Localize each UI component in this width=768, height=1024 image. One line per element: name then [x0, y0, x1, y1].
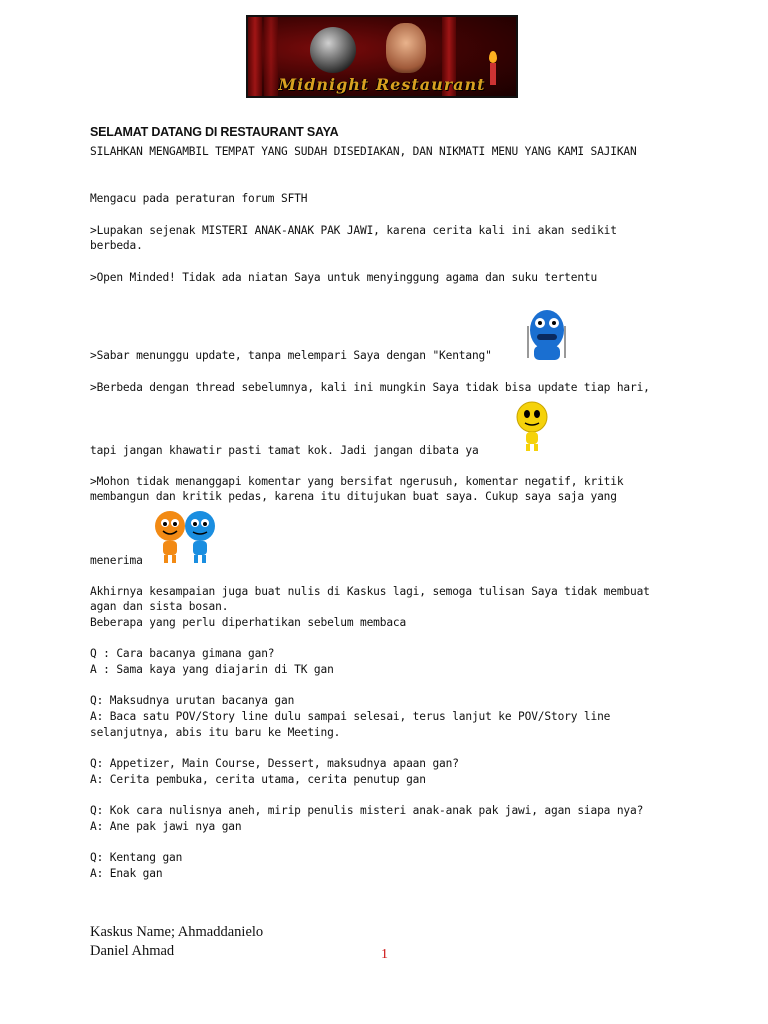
- text-line: tapi jangan khawatir pasti tamat kok. Jadi jangan dibata ya: [90, 444, 479, 457]
- text-line: Akhirnya kesampaian juga buat nulis di Kaskus lagi, semoga tulisan Saya tidak membuat: [90, 585, 650, 598]
- faq-question: Q: Kok cara nulisnya aneh, mirip penulis misteri anak-anak pak jawi, agan siapa nya?: [90, 804, 644, 817]
- faq-answer: selanjutnya, abis itu baru ke Meeting.: [90, 726, 341, 739]
- faq-answer: A : Sama kaya yang diajarin di TK gan: [90, 663, 334, 676]
- text-line: Beberapa yang perlu diperhatikan sebelum membaca: [90, 616, 407, 629]
- blue-monster-fork-emoticon: [524, 306, 570, 362]
- text-line: >Sabar menunggu update, tanpa melempari Saya dengan "Kentang": [90, 349, 492, 362]
- text-line: berbeda.: [90, 239, 143, 252]
- orange-blue-pair-emoticon: [150, 508, 220, 564]
- page-number: 1: [381, 947, 388, 962]
- faq-question: Q: Maksudnya urutan bacanya gan: [90, 694, 295, 707]
- faq-question: Q: Appetizer, Main Course, Dessert, maksudnya apaan gan?: [90, 757, 459, 770]
- kaskus-name: Kaskus Name; Ahmaddanielo: [90, 924, 264, 940]
- faq-answer: A: Baca satu POV/Story line dulu sampai selesai, terus lanjut ke POV/Story line: [90, 710, 611, 723]
- banner-title: Midnight Restaurant: [278, 75, 486, 94]
- author-name: Daniel Ahmad: [90, 943, 175, 959]
- faq-question: Q : Cara bacanya gimana gan?: [90, 647, 275, 660]
- faq-answer: A: Cerita pembuka, cerita utama, cerita penutup gan: [90, 773, 426, 786]
- page-heading: SELAMAT DATANG DI RESTAURANT SAYA: [90, 125, 339, 139]
- text-line: >Open Minded! Tidak ada niatan Saya untuk menyinggung agama dan suku tertentu: [90, 271, 598, 284]
- text-line: membangun dan kritik pedas, karena itu ditujukan buat saya. Cukup saya saja yang: [90, 490, 617, 503]
- text-line: >Mohon tidak menanggapi komentar yang bersifat ngerusuh, komentar negatif, kritik: [90, 475, 624, 488]
- text-line: >Lupakan sejenak MISTERI ANAK-ANAK PAK JAWI, karena cerita kali ini akan sedikit: [90, 224, 617, 237]
- intro-line: SILAHKAN MENGAMBIL TEMPAT YANG SUDAH DISEDIAKAN, DAN NIKMATI MENU YANG KAMI SAJIKAN: [90, 145, 637, 158]
- restaurant-banner: [246, 15, 518, 98]
- hand-icon: [386, 23, 426, 73]
- crystal-ball-icon: [310, 27, 356, 73]
- faq-question: Q: Kentang gan: [90, 851, 183, 864]
- text-line: Mengacu pada peraturan forum SFTH: [90, 192, 308, 205]
- candle-flame-icon: [489, 51, 497, 63]
- yellow-smiley-emoticon: [514, 400, 550, 452]
- faq-answer: A: Enak gan: [90, 867, 163, 880]
- faq-answer: A: Ane pak jawi nya gan: [90, 820, 242, 833]
- text-line: agan dan sista bosan.: [90, 600, 229, 613]
- text-line: >Berbeda dengan thread sebelumnya, kali ini mungkin Saya tidak bisa update tiap hari,: [90, 381, 650, 394]
- text-line: menerima: [90, 554, 143, 567]
